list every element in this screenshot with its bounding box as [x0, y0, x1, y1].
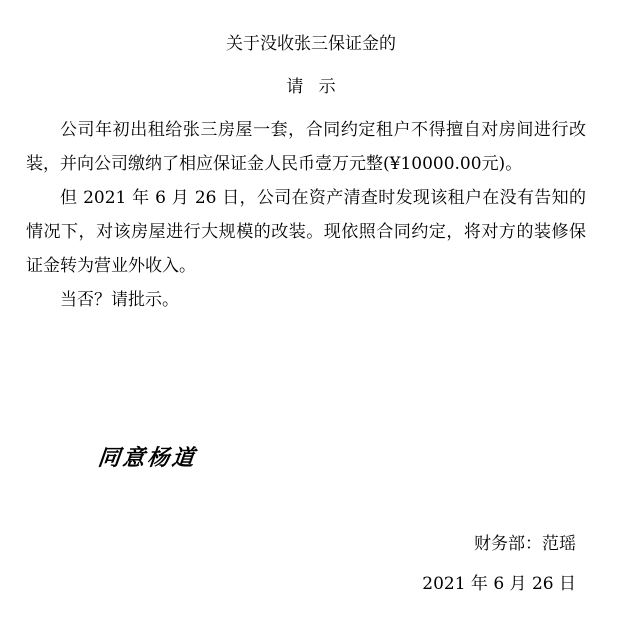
document-title: 关于没收张三保证金的 [226, 34, 396, 54]
document-subtitle: 请示 [286, 77, 351, 97]
paragraph-2: 但 2021 年 6 月 26 日，公司在资产清查时发现该租户在没有告知的情况下，对该房屋进行大规模的改装。现依照合同约定，将对方的装修保证金转为营业外收入。 [26, 188, 586, 276]
approval-note: 同意杨道 [96, 445, 198, 471]
document-body [26, 113, 586, 317]
paragraph-1: 公司年初出租给张三房屋一套，合同约定租户不得擅自对房间进行改装，并向公司缴纳了相应保证金人民币壹万元整(¥10000.00元)。 [26, 120, 586, 174]
paragraph-3: 当否？请批示。 [60, 290, 179, 310]
signature-date: 2021 年 6 月 26 日 [422, 574, 576, 594]
signature-department: 财务部：范瑶 [474, 534, 576, 554]
